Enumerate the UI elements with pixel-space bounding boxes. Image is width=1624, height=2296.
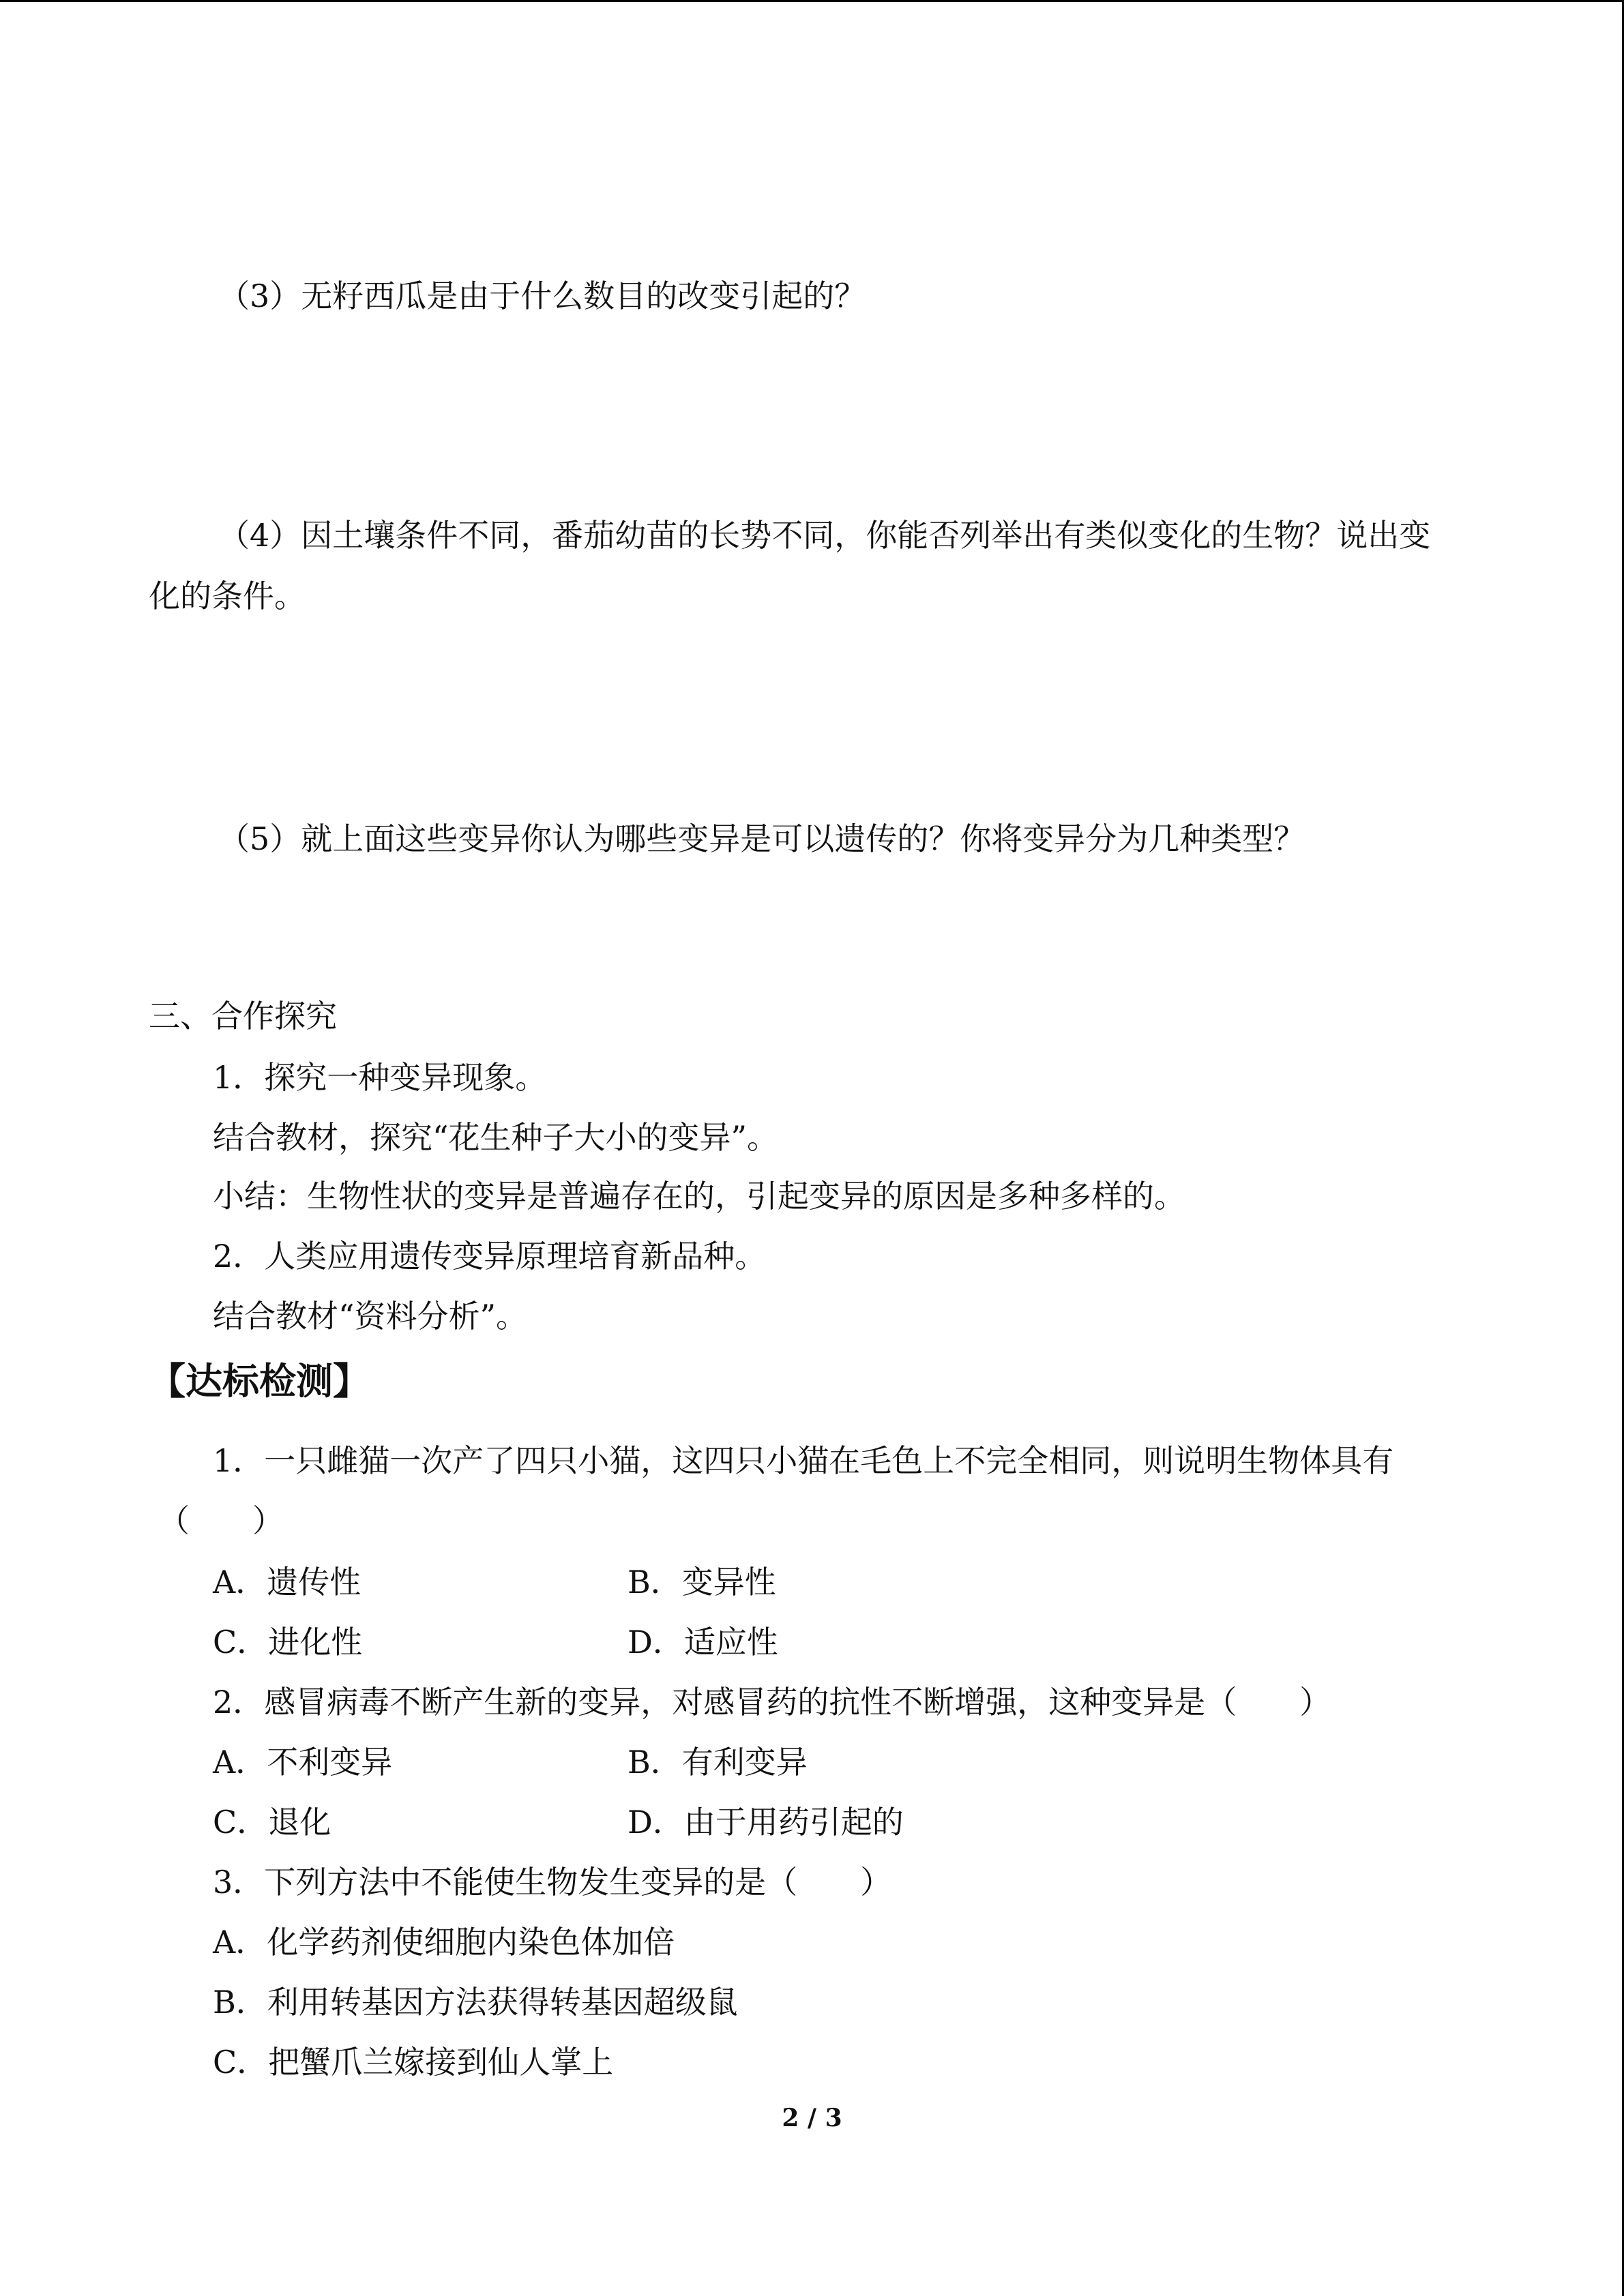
test-question-3: 3．下列方法中不能使生物发生变异的是（ ） xyxy=(213,1864,892,1900)
test-question-2: 2．感冒病毒不断产生新的变异，对感冒药的抗性不断增强，这种变异是（ ） xyxy=(213,1684,1331,1720)
question-4-line-1: （4）因土壤条件不同，番茄幼苗的长势不同，你能否列举出有类似变化的生物？说出变 xyxy=(218,517,1431,554)
question-3: （3）无籽西瓜是由于什么数目的改变引起的？ xyxy=(218,278,866,314)
test-question-3-option-b: B．利用转基因方法获得转基因超级鼠 xyxy=(213,1984,738,2021)
question-5: （5）就上面这些变异你认为哪些变异是可以遗传的？你将变异分为几种类型？ xyxy=(218,820,1305,857)
test-question-2-option-c: C．退化 xyxy=(213,1804,331,1840)
page-border-top xyxy=(0,0,1624,2)
cooperation-item-2: 2．人类应用遗传变异原理培育新品种。 xyxy=(213,1238,767,1274)
test-question-3-option-a: A．化学药剂使细胞内染色体加倍 xyxy=(213,1924,675,1960)
test-question-2-option-b: B．有利变异 xyxy=(628,1744,808,1780)
question-4-line-2: 化的条件。 xyxy=(149,578,306,614)
section-title-cooperation: 三、合作探究 xyxy=(149,998,337,1034)
test-question-1-option-b: B．变异性 xyxy=(628,1564,776,1600)
test-question-1-line-1: 1．一只雌猫一次产了四只小猫，这四只小猫在毛色上不完全相同，则说明生物体具有 xyxy=(213,1442,1394,1479)
test-question-1-line-2: （ ） xyxy=(158,1502,284,1539)
cooperation-item-2-detail: 结合教材“资料分析”。 xyxy=(213,1298,528,1335)
cooperation-summary: 小结：生物性状的变异是普遍存在的，引起变异的原因是多种多样的。 xyxy=(213,1178,1185,1214)
cooperation-item-1: 1．探究一种变异现象。 xyxy=(213,1059,547,1096)
test-question-1-option-d: D．适应性 xyxy=(628,1624,778,1660)
test-question-1-option-a: A．遗传性 xyxy=(213,1564,361,1600)
test-question-2-option-a: A．不利变异 xyxy=(213,1744,393,1780)
test-question-1-option-c: C．进化性 xyxy=(213,1624,363,1660)
cooperation-item-1-detail: 结合教材，探究“花生种子大小的变异”。 xyxy=(213,1119,779,1156)
test-question-2-option-d: D．由于用药引起的 xyxy=(628,1804,904,1840)
page-number: 2 / 3 xyxy=(782,2104,842,2132)
test-question-3-option-c: C．把蟹爪兰嫁接到仙人掌上 xyxy=(213,2044,614,2081)
section-title-test: 【达标检测】 xyxy=(149,1359,370,1403)
